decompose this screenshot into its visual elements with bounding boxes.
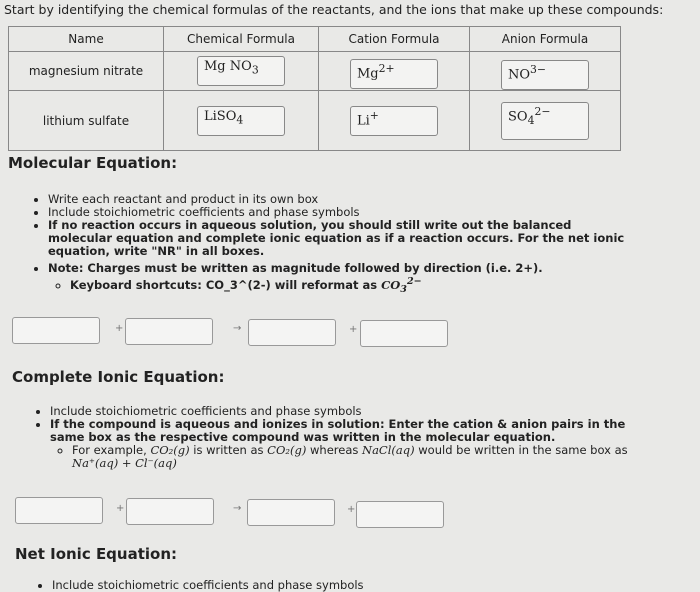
molecular-product-1-input[interactable] — [248, 319, 336, 346]
cation-input[interactable]: Li+ — [350, 106, 438, 136]
molecular-product-2-input[interactable] — [360, 320, 448, 347]
molecular-reactant-2-input[interactable] — [125, 318, 213, 345]
ionic-product-1-input[interactable] — [247, 499, 335, 526]
formula-input[interactable]: LiSO$_4$ — [197, 106, 285, 136]
net-instructions: • Include stoichiometric coefficients and phase symbols — [32, 579, 552, 592]
compound-name: lithium sulfate — [9, 91, 164, 151]
molecular-instructions: • Write each reactant and product in its own box • Include stoichiometric coefficients and phase symbols • If no reaction occurs in aqueous solution, you should still write out the balanced molecular equation and complete ionic equation as if a reaction occurs. For the net ionic equation, write "NR" in all boxes. • Note: Charges must be written as magnitude followed by direction (i.e. 2+). ◦ Keyboard shortcuts: CO_3^(2-) will reformat as $CO_3^{2-}$ — [28, 193, 628, 296]
plus-sign: + — [349, 324, 358, 335]
complete-ionic-heading: Complete Ionic Equation: — [12, 368, 225, 386]
molecular-heading: Molecular Equation: — [8, 154, 178, 172]
header-cation: Cation Formula — [319, 27, 470, 52]
plus-sign: + — [115, 323, 124, 334]
ions-table — [8, 26, 621, 151]
header-name: Name — [9, 27, 164, 52]
anion-input[interactable]: $SO_4^{2-}$ — [501, 102, 589, 140]
arrow-icon: → — [233, 323, 242, 334]
ionic-reactant-2-input[interactable] — [126, 498, 214, 525]
formula-input[interactable]: Mg $NO_3$ — [197, 56, 285, 86]
intro-text: Start by identifying the chemical formulas of the reactants, and the ions that make up these compounds: — [4, 2, 664, 17]
table-row — [9, 91, 621, 151]
header-formula: Chemical Formula — [164, 27, 319, 52]
ionic-reactant-1-input[interactable] — [15, 497, 103, 524]
plus-sign: + — [347, 504, 356, 515]
cation-input[interactable]: $Mg^{2+}$ — [350, 59, 438, 89]
net-ionic-heading: Net Ionic Equation: — [15, 545, 178, 563]
arrow-icon: → — [233, 503, 242, 514]
molecular-reactant-1-input[interactable] — [12, 317, 100, 344]
header-anion: Anion Formula — [470, 27, 621, 52]
complete-instructions: • Include stoichiometric coefficients and phase symbols • If the compound is aqueous and ionizes in solution: Enter the cation & anion pairs in the same box as the respective compound was written in the molecular equation. ◦ For example, CO₂(g) is written as CO₂(g) whereas NaCl(aq) would be written in the same box as Na⁺(aq) + Cl⁻(aq) — [30, 405, 630, 470]
compound-name: magnesium nitrate — [9, 52, 164, 91]
table-row — [9, 52, 621, 91]
anion-input[interactable]: $NO^{3-}$ — [501, 60, 589, 90]
ionic-product-2-input[interactable] — [356, 501, 444, 528]
plus-sign: + — [116, 503, 125, 514]
